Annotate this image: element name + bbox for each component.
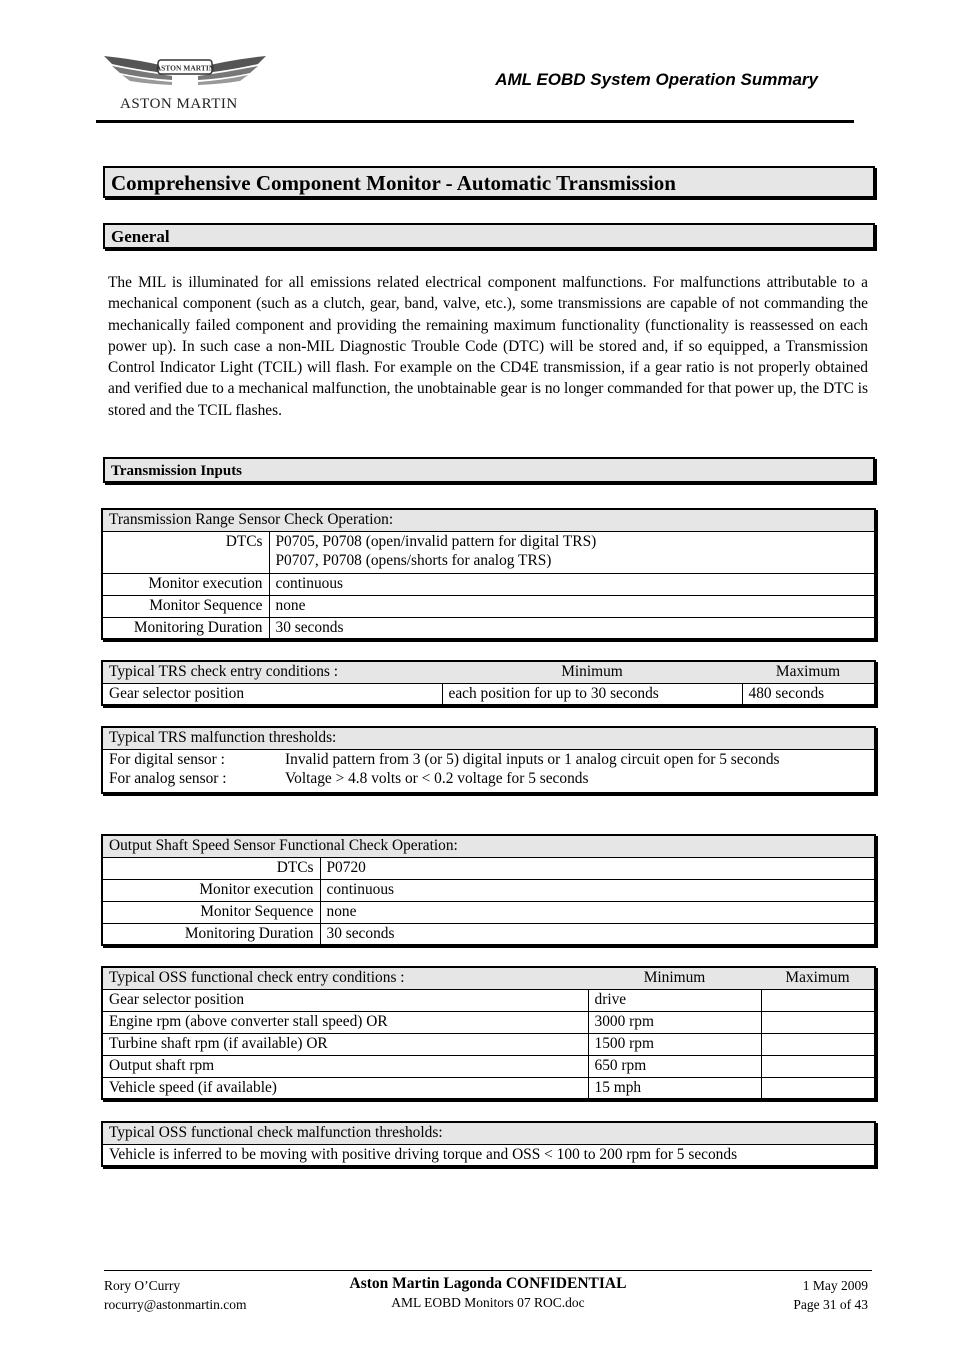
condition-cell: Turbine shaft rpm (if available) OR <box>102 1033 588 1055</box>
footer-center-block <box>104 1274 872 1312</box>
logo-badge-text: ASTON MARTIN <box>155 63 215 73</box>
footer-page-number: Page 31 of 43 <box>793 1297 868 1312</box>
general-paragraph: The MIL is illuminated for all emissions related electrical component malfunctions. For malfunctions attributable to a mechanical component (such as a clutch, gear, band, valve, etc.), some transmissions are capable of not commanding the mechanically failed component and providing the remaining maximum functionality (functionality is reassessed on each power up). In such case a non-MIL Diagnostic Trouble Code (DTC) will be stored and, if so equipped, a Transmission Control Indicator Light (TCIL) will flash. For example on the CD4E transmission, if a gear ratio is not properly obtained and verified due to a mechanical malfunction, the unobtainable gear is no longer commanded for that power up, the DTC is stored and the TCIL flashes. <box>108 274 868 419</box>
section-title-general: General <box>103 223 875 249</box>
dtc-analog: P0707, P0708 (opens/shorts for analog TRS) <box>275 551 552 569</box>
trs-check-title: Transmission Range Sensor Check Operation: <box>102 509 875 531</box>
table-row <box>102 879 875 901</box>
maximum-cell: 480 seconds <box>742 683 875 705</box>
trs-thresholds-title: Typical TRS malfunction thresholds: <box>102 727 875 749</box>
maximum-cell <box>761 1055 875 1077</box>
footer-confidential: Aston Martin Lagonda CONFIDENTIAL <box>349 1275 627 1292</box>
table-row <box>102 595 875 617</box>
table-header-row <box>102 509 875 531</box>
oss-thresholds-table <box>101 1121 876 1167</box>
header-divider <box>96 120 854 123</box>
oss-thresholds-title: Typical OSS functional check malfunction thresholds: <box>102 1122 875 1144</box>
row-value: none <box>320 901 875 923</box>
table-row <box>102 683 875 705</box>
table-row <box>102 749 875 793</box>
col-header-condition: Typical OSS functional check entry conditions : <box>102 967 588 989</box>
footer-filename: AML EOBD Monitors 07 ROC.doc <box>391 1295 585 1310</box>
brand-name: ASTON MARTIN <box>120 96 238 112</box>
row-value: continuous <box>320 879 875 901</box>
footer-date-block <box>793 1276 868 1314</box>
table-header-row <box>102 1122 875 1144</box>
maximum-cell <box>761 989 875 1011</box>
table-row <box>102 1011 875 1033</box>
row-value: 30 seconds <box>320 923 875 945</box>
oss-entry-conditions-table <box>101 966 876 1100</box>
maximum-cell <box>761 1033 875 1055</box>
footer-divider <box>104 1270 872 1271</box>
row-value: 30 seconds <box>269 617 875 639</box>
table-row <box>102 1033 875 1055</box>
row-value <box>269 531 875 573</box>
row-label: DTCs <box>102 531 269 573</box>
col-header-minimum: Minimum <box>442 661 742 683</box>
condition-cell: Vehicle speed (if available) <box>102 1077 588 1099</box>
row-label: DTCs <box>102 857 320 879</box>
table-row <box>102 901 875 923</box>
thresholds-cell <box>102 749 875 793</box>
table-row <box>102 573 875 595</box>
col-header-maximum: Maximum <box>761 967 875 989</box>
maximum-cell <box>761 1011 875 1033</box>
section-title-transmission-inputs: Transmission Inputs <box>103 457 875 483</box>
minimum-cell: 1500 rpm <box>588 1033 761 1055</box>
table-row <box>102 531 875 573</box>
table-row <box>102 1144 875 1166</box>
minimum-cell: 15 mph <box>588 1077 761 1099</box>
row-value: continuous <box>269 573 875 595</box>
col-header-minimum: Minimum <box>588 967 761 989</box>
minimum-cell: drive <box>588 989 761 1011</box>
row-label: Monitor Sequence <box>102 595 269 617</box>
table-header-row <box>102 967 875 989</box>
document-title: AML EOBD System Operation Summary <box>495 70 818 89</box>
trs-thresholds-table <box>101 726 876 794</box>
oss-check-title: Output Shaft Speed Sensor Functional Check Operation: <box>102 835 875 857</box>
trs-check-table <box>101 508 876 640</box>
table-row <box>102 923 875 945</box>
dtc-digital: P0705, P0708 (open/invalid pattern for digital TRS) <box>275 532 597 550</box>
row-label: Monitoring Duration <box>102 617 269 639</box>
condition-cell: Gear selector position <box>102 989 588 1011</box>
col-header-condition: Typical TRS check entry conditions : <box>102 661 442 683</box>
footer-date: 1 May 2009 <box>802 1278 868 1293</box>
minimum-cell: 650 rpm <box>588 1055 761 1077</box>
table-row <box>102 857 875 879</box>
condition-cell: Engine rpm (above converter stall speed) OR <box>102 1011 588 1033</box>
minimum-cell: 3000 rpm <box>588 1011 761 1033</box>
section-title-main: Comprehensive Component Monitor - Automatic Transmission <box>103 166 875 198</box>
analog-sensor-value: Voltage > 4.8 volts or < 0.2 voltage for 5 seconds <box>285 769 589 787</box>
trs-entry-conditions-table <box>101 660 876 706</box>
maximum-cell <box>761 1077 875 1099</box>
table-row <box>102 989 875 1011</box>
row-label: Monitoring Duration <box>102 923 320 945</box>
table-header-row <box>102 661 875 683</box>
condition-cell: Gear selector position <box>102 683 442 705</box>
table-header-row <box>102 835 875 857</box>
table-row <box>102 617 875 639</box>
page-header <box>96 40 854 124</box>
oss-thresholds-text: Vehicle is inferred to be moving with positive driving torque and OSS < 100 to 200 rpm for 5 seconds <box>102 1144 875 1166</box>
table-row <box>102 1055 875 1077</box>
col-header-maximum: Maximum <box>742 661 875 683</box>
row-label: Monitor Sequence <box>102 901 320 923</box>
row-value: none <box>269 595 875 617</box>
footer-email: rocurry@astonmartin.com <box>104 1297 247 1312</box>
row-value: P0720 <box>320 857 875 879</box>
analog-sensor-label: For analog sensor : <box>109 769 227 787</box>
table-header-row <box>102 727 875 749</box>
minimum-cell: each position for up to 30 seconds <box>442 683 742 705</box>
digital-sensor-value: Invalid pattern from 3 (or 5) digital inputs or 1 analog circuit open for 5 seconds <box>285 750 780 768</box>
table-row <box>102 1077 875 1099</box>
row-label: Monitor execution <box>102 879 320 901</box>
footer-author: Rory O’Curry <box>104 1278 181 1293</box>
row-label: Monitor execution <box>102 573 269 595</box>
oss-check-table <box>101 834 876 946</box>
condition-cell: Output shaft rpm <box>102 1055 588 1077</box>
digital-sensor-label: For digital sensor : <box>109 750 225 768</box>
